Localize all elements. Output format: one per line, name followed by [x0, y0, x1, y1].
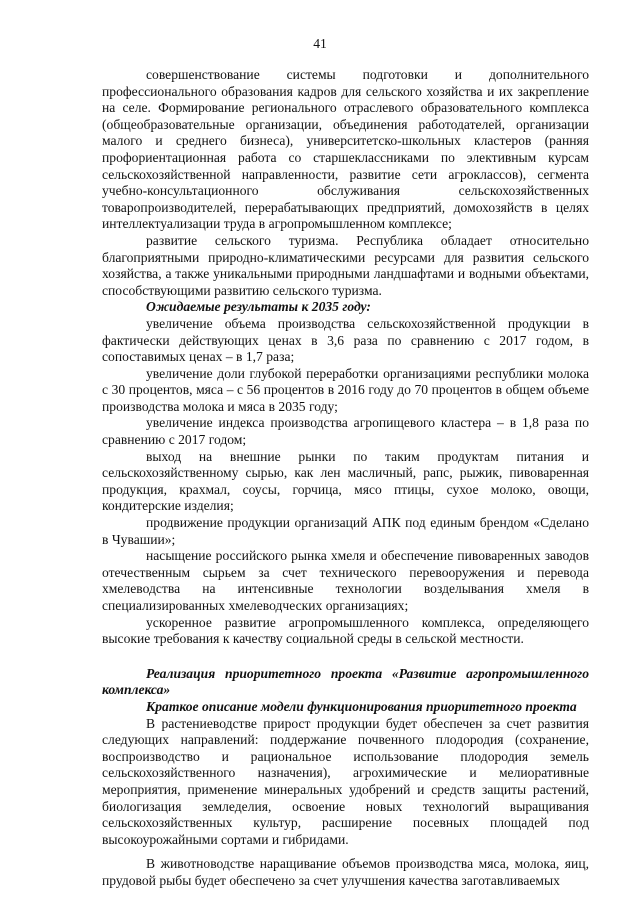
- heading-expected-results: Ожидаемые результаты к 2035 году:: [146, 299, 371, 315]
- paragraph-livestock: В животноводстве наращивание объемов производства мяса, молока, яиц, прудовой рыбы будет обеспечено за счет улучшения качества заготавливаемых: [102, 856, 589, 888]
- paragraph-deep-processing: увеличение доли глубокой переработки организациями республики молока с 30 процентов, мяса – с 56 процентов в 2016 году до 70 процентов в общем объеме производства молока и мяса в 2035 году;: [102, 365, 589, 414]
- paragraph-accelerated-development: ускоренное развитие агропромышленного комплекса, определяющего высокие требования к качеству социальной среды в сельской местности.: [102, 614, 589, 647]
- paragraph-agrofood-index: увеличение индекса производства агропищевого кластера – в 1,8 раза по сравнению с 2017 годом;: [102, 415, 589, 448]
- heading-model-description: Краткое описание модели функционирования приоритетного проекта: [146, 698, 577, 714]
- paragraph-external-markets: выход на внешние рынки по таким продуктам питания и сельскохозяйственному сырью, как лен масличный, рапс, рыжик, пивоваренная продукция, крахмал, соусы, горчица, мясо птицы, сухое молоко, овощи, кондитерские изделия;: [102, 448, 589, 514]
- paragraph-brand: продвижение продукции организаций АПК под единым брендом «Сделано в Чувашии»;: [102, 515, 589, 547]
- page-number: 41: [313, 36, 327, 51]
- paragraph-hops: насыщение российского рынка хмеля и обеспечение пивоваренных заводов отечественным сырьем за счет технического перевооружения и перевода хмелеводства на интенсивные технологии возделывания хмеля в специализированных хмелеводческих организациях;: [102, 548, 589, 613]
- body-text: [102, 67, 589, 890]
- heading-priority-project: Реализация приоритетного проекта «Развитие агропромышленного комплекса»: [102, 665, 589, 698]
- paragraph-production-volume: увеличение объема производства сельскохозяйственной продукции в фактически действующих ценах в 3,6 раза по сравнению с 2017 годом, в сопоставимых ценах – в 1,7 раза;: [102, 315, 589, 365]
- paragraph-crop-production: В растениеводстве прирост продукции будет обеспечен за счет развития следующих направлений: поддержание почвенного плодородия (сохранение, воспроизводство и рациональное использование плодородия земель сельскохозяйственного назначения), агрохимические и мелиоративные мероприятия, применение минеральных удобрений и средств защиты растений, биологизация земледелия, освоение новых технологий выращивания сельскохозяйственных культур, расширение посевных площадей под высокоурожайными сортами и гибридами.: [102, 715, 589, 847]
- paragraph-rural-tourism: развитие сельского туризма. Республика обладает относительно благоприятными природно-климатическими ресурсами для развития сельского хозяйства, а также уникальными природными ландшафтами и водными объектами, способствующими развитию сельского туризма.: [102, 232, 589, 298]
- paragraph-training: совершенствование системы подготовки и дополнительного профессионального образования кадров для сельского хозяйства и их закрепление на селе. Формирование регионального отраслевого образовательного комплекса (общеобразовательные организации, объединения работодателей, организации малого и среднего бизнеса), университетско-школьных кластеров (ранняя профориентационная работа со старшеклассниками по элективным курсам сельскохозяйственной направленности, развитие сети агроклассов), сегмента учебно-консультационного обслуживания сельскохозяйственных товаропроизводителей, перерабатывающих предприятий, домохозяйств в целях интеллектуализации труда в агропромышленном комплексе;: [102, 67, 589, 232]
